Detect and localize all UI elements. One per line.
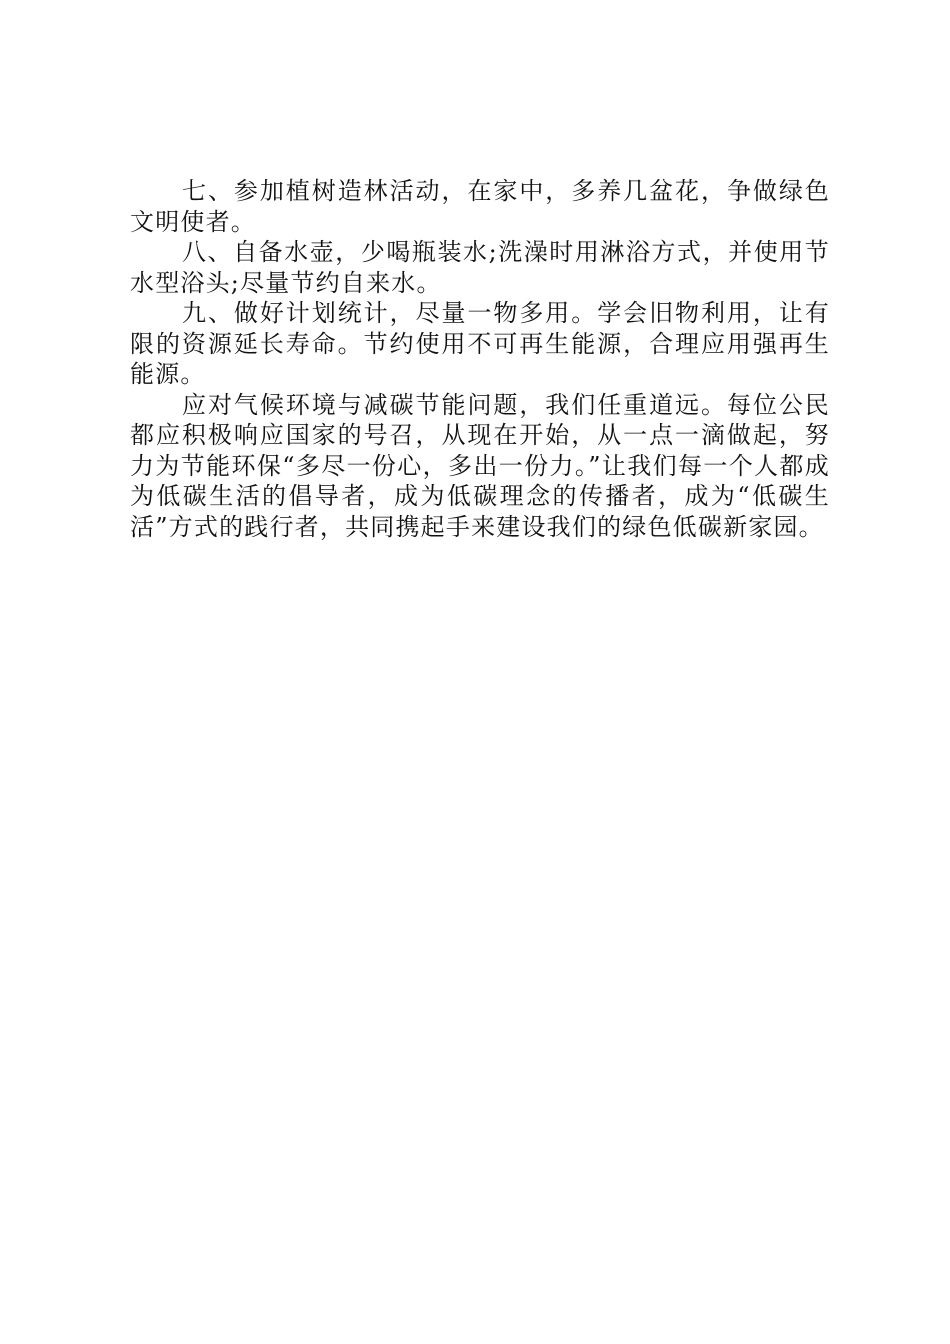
paragraph-item-7: 七、参加植树造林活动，在家中，多养几盆花，争做绿色文明使者。 bbox=[130, 177, 830, 236]
document-body bbox=[130, 176, 830, 542]
paragraph-item-9: 九、做好计划统计，尽量一物多用。学会旧物利用，让有限的资源延长寿命。节约使用不可再生能源，合理应用强再生能源。 bbox=[130, 299, 830, 388]
paragraph-item-8: 八、自备水壶，少喝瓶装水;洗澡时用淋浴方式，并使用节水型浴头;尽量节约自来水。 bbox=[130, 238, 830, 297]
paragraph-conclusion: 应对气候环境与减碳节能问题，我们任重道远。每位公民都应积极响应国家的号召，从现在开始，从一点一滴做起，努力为节能环保“多尽一份心，多出一份力。”让我们每一个人都成为低碳生活的倡导者，成为低碳理念的传播者，成为“低碳生活”方式的践行者，共同携起手来建设我们的绿色低碳新家园。 bbox=[130, 390, 830, 541]
